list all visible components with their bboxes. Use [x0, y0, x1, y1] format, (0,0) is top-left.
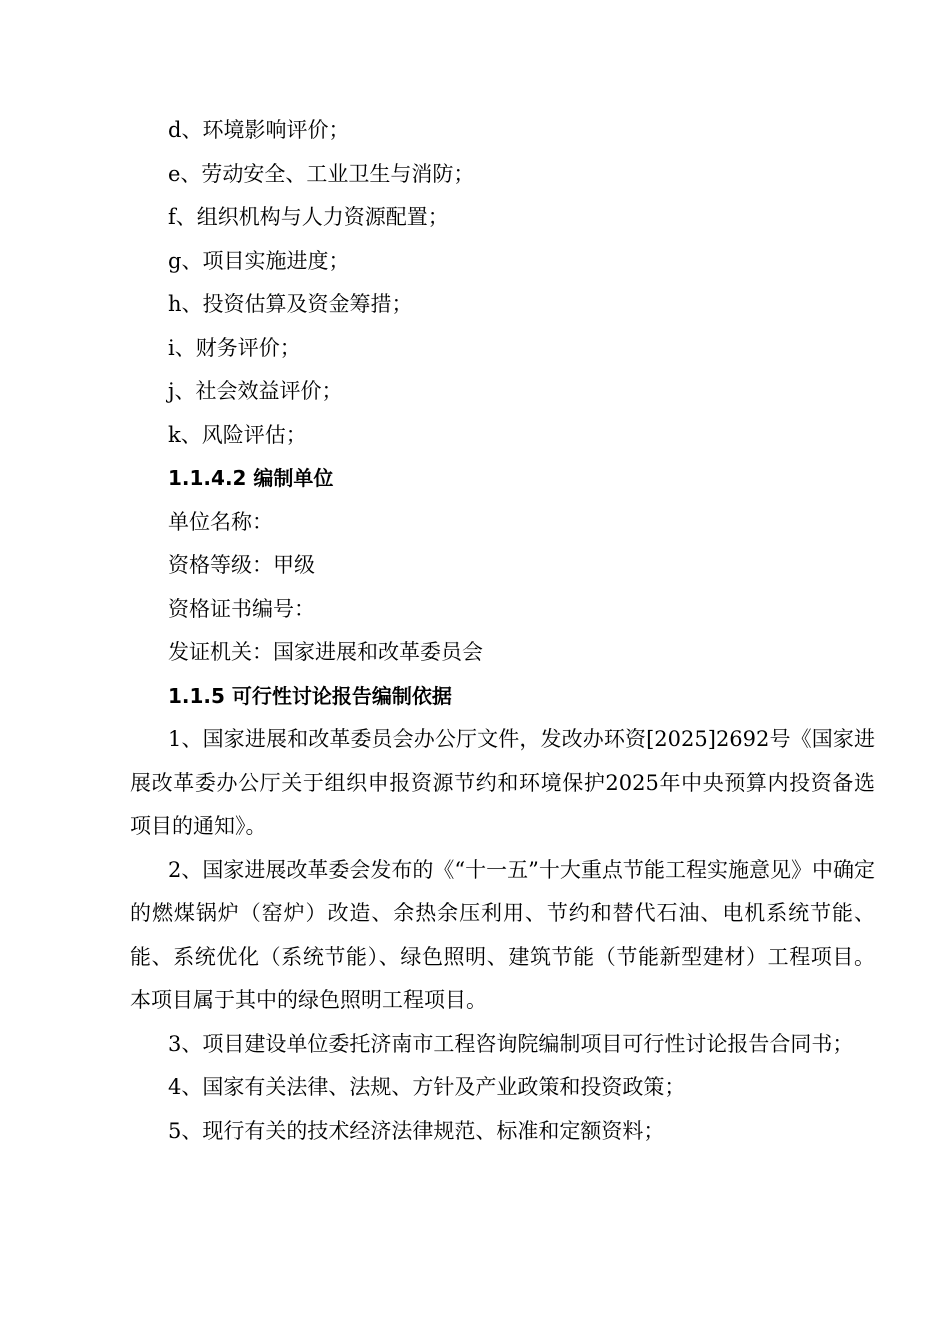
- section-heading-115: 1.1.5 可行性讨论报告编制依据: [168, 683, 452, 708]
- basis-paragraph-1: 1、国家进展和改革委员会办公厅文件，发改办环资[2025]2692号《国家进展改革委办公厅关于组织申报资源节约和环境保护2025年中央预算内投资备选项目的通知》。: [130, 727, 875, 838]
- section-heading-1142: 1.1.4.2 编制单位: [168, 466, 334, 490]
- basis-paragraph-4: 4、国家有关法律、法规、方针及产业政策和投资政策；: [168, 1075, 686, 1099]
- list-item-d: d、环境影响评价；: [168, 118, 350, 142]
- certificate-number-field: 资格证书编号：: [168, 596, 315, 621]
- list-item-j: j、社会效益评价；: [168, 379, 343, 403]
- basis-paragraph-5: 5、现行有关的技术经济法律规范、标准和定额资料；: [168, 1118, 665, 1143]
- basis-paragraph-2: 2、国家进展改革委会发布的《“十一五”十大重点节能工程实施意见》中确定的燃煤锅炉（窑炉）改造、余热余压利用、节约和替代石油、电机系统节能、能、系统优化（系统节能）、绿色照明、建筑节能（节能新型建材）工程项目。本项目属于其中的绿色照明工程项目。: [130, 857, 875, 1012]
- issuing-authority-field: 发证机关：国家进展和改革委员会: [168, 640, 483, 664]
- list-item-f: f、组织机构与人力资源配置；: [168, 205, 449, 229]
- document-body: [130, 109, 875, 1153]
- list-item-g: g、项目实施进度；: [168, 248, 350, 273]
- unit-name-field: 单位名称：: [168, 509, 273, 534]
- qualification-level-field: 资格等级：甲级: [168, 553, 315, 577]
- list-item-h: h、投资估算及资金筹措；: [168, 292, 413, 316]
- list-item-k: k、风险评估；: [168, 422, 307, 447]
- list-item-e: e、劳动安全、工业卫生与消防；: [168, 161, 475, 186]
- list-item-i: i、财务评价；: [168, 335, 301, 360]
- basis-paragraph-3: 3、项目建设单位委托济南市工程咨询院编制项目可行性讨论报告合同书；: [168, 1031, 854, 1056]
